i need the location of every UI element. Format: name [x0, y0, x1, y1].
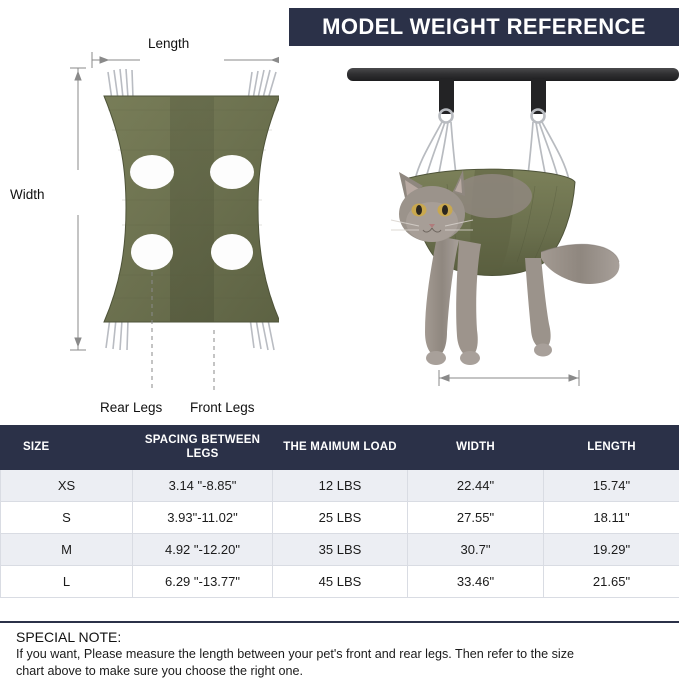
cell-max-load: 45 LBS — [273, 565, 408, 597]
hammock-flat-view-icon — [0, 0, 300, 425]
table-header-row — [1, 426, 679, 470]
cell-size: L — [1, 565, 133, 597]
cell-max-load: 35 LBS — [273, 533, 408, 565]
cell-spacing: 3.93"-11.02" — [133, 501, 273, 533]
cell-width: 30.7" — [408, 533, 544, 565]
cell-max-load: 12 LBS — [273, 469, 408, 501]
column-header-max-load: THE MAIMUM LOAD — [273, 426, 408, 470]
column-header-size: SIZE — [1, 426, 133, 470]
label-rear-legs: Rear Legs — [100, 400, 163, 415]
label-width: Width — [10, 187, 45, 202]
cell-length: 15.74" — [544, 469, 679, 501]
cell-length: 18.11" — [544, 501, 679, 533]
cell-width: 33.46" — [408, 565, 544, 597]
table-row — [1, 533, 679, 565]
cell-length: 19.29" — [544, 533, 679, 565]
column-header-spacing: SPACING BETWEEN LEGS — [133, 426, 273, 470]
cell-width: 27.55" — [408, 501, 544, 533]
special-note — [0, 621, 679, 684]
label-length: Length — [148, 36, 190, 51]
table-row — [1, 501, 679, 533]
label-front-legs: Front Legs — [190, 400, 255, 415]
cell-size: XS — [1, 469, 133, 501]
size-table — [0, 425, 679, 598]
column-header-width: WIDTH — [408, 426, 544, 470]
special-note-line1: If you want, Please measure the length between your pet's front and rear legs. Then refer to the size — [16, 647, 575, 661]
cell-spacing: 3.14 "-8.85" — [133, 469, 273, 501]
column-header-length: LENGTH — [544, 426, 679, 470]
size-chart — [0, 425, 679, 598]
cell-size: S — [1, 501, 133, 533]
cell-spacing: 6.29 "-13.77" — [133, 565, 273, 597]
cell-max-load: 25 LBS — [273, 501, 408, 533]
page-title: MODEL WEIGHT REFERENCE — [322, 14, 646, 39]
special-note-title: SPECIAL NOTE: — [16, 629, 122, 645]
cell-length: 21.65" — [544, 565, 679, 597]
cell-spacing: 4.92 "-12.20" — [133, 533, 273, 565]
cell-size: M — [1, 533, 133, 565]
support-bar-icon — [347, 68, 679, 81]
hanging-cat-photo-icon — [279, 0, 679, 425]
table-row — [1, 565, 679, 597]
cell-width: 22.44" — [408, 469, 544, 501]
special-note-line2: chart above to make sure you choose the right one. — [16, 663, 304, 678]
table-row — [1, 469, 679, 501]
